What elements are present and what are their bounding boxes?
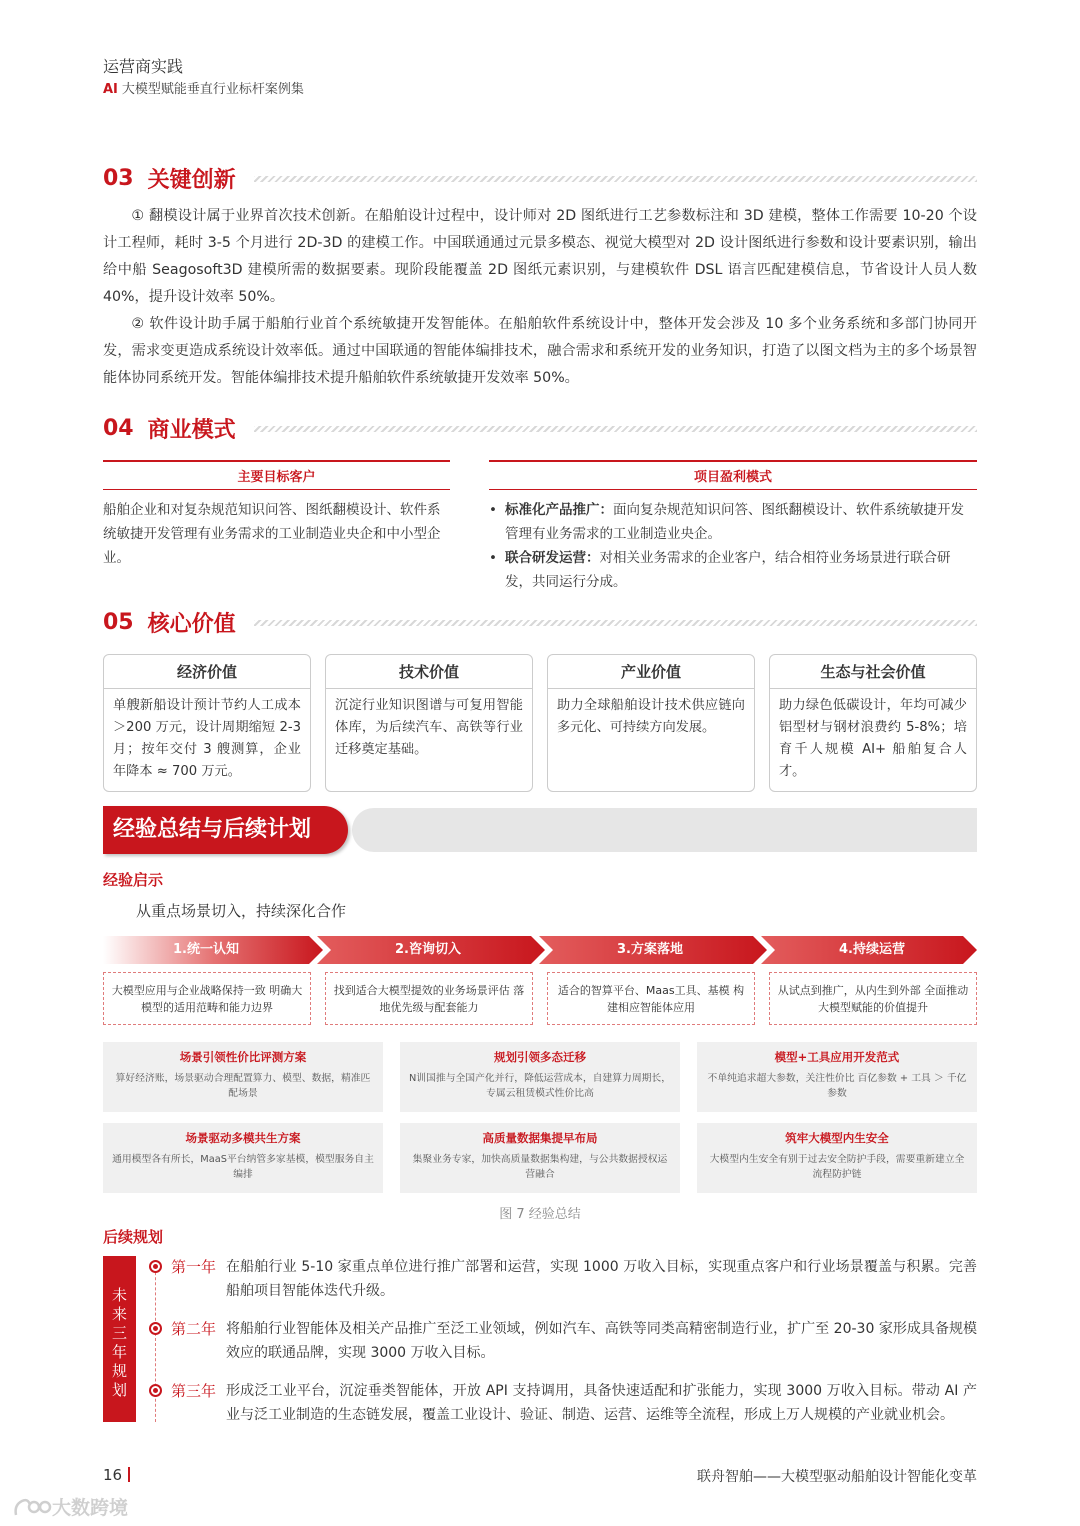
card-text: 沉淀行业知识图谱与可复用智能体库，为后续汽车、高铁等行业迁移奠定基础。: [335, 698, 523, 757]
timeline-line: [155, 1262, 156, 1422]
side-char: 规: [111, 1362, 127, 1380]
section-03-heading: [103, 163, 977, 194]
step-label: 2.咨询切入: [395, 942, 461, 957]
target-customers-column: [103, 460, 450, 570]
card-title: 经济价值: [104, 655, 310, 689]
step-description: 大模型应用与企业战略保持一致 明确大模型的适用范畴和能力边界: [103, 972, 311, 1025]
step-label: 4.持续运营: [839, 942, 905, 957]
card-title: 技术价值: [326, 655, 532, 689]
card-text: 通用模型各有所长，MaaS平台纳管多家基模，模型服务自主编排: [112, 1154, 374, 1180]
side-char: 未: [111, 1286, 127, 1304]
section-number: 03: [103, 166, 134, 191]
plan-year: 第一年: [171, 1258, 217, 1276]
timeline-dot-icon: [149, 1384, 162, 1397]
lead-text: 从重点场景切入，持续深化合作: [136, 902, 347, 920]
paragraph: ② 软件设计助手属于船舶行业首个系统敏捷开发智能体。在船舶软件系统设计中，整体开发会涉及 10 多个业务系统和多部门协同开发，需求变更造成系统设计效率低。通过中国联通的智能体编排技术，融合需求和系统开发的业务知识，打造了以图文档为主的多个场景智能体协同系统开发。智能体编排技术提升船舶软件系统敏捷开发效率 50%。: [103, 316, 977, 386]
section-number: 05: [103, 610, 134, 635]
card-text: 单艘新船设计预计节约人工成本＞200 万元，设计周期缩短 2-3 月；按年交付 3 艘测算，企业年降本 ≈ 700 万元。: [113, 698, 301, 779]
value-card-economic: [103, 654, 311, 792]
section-title: 商业模式: [147, 418, 236, 443]
plan-item: [171, 1317, 977, 1365]
footer-title: 联舟智舶——大模型驱动船舶设计智能化变革: [697, 1469, 977, 1485]
watermark: [12, 1493, 128, 1520]
card-text: 助力全球船舶设计技术供应链向多元化、可持续方向发展。: [557, 698, 745, 735]
timeline-dot-icon: [149, 1260, 162, 1273]
practice-card: [400, 1042, 680, 1112]
page-number-bar: [128, 1467, 130, 1482]
heading-rule: [254, 176, 977, 182]
section-title: 核心价值: [147, 612, 236, 637]
side-char: 年: [111, 1343, 127, 1361]
banner-background: [352, 808, 977, 852]
card-title: 模型+工具应用开发范式: [774, 1050, 900, 1064]
section-number: 04: [103, 416, 134, 441]
card-text: 大模型内生安全有别于过去安全防护手段，需要重新建立全流程防护链: [709, 1154, 965, 1180]
bullet-icon: •: [489, 502, 497, 518]
plan-side-label: [103, 1256, 136, 1422]
paragraph: ① 翻模设计属于业界首次技术创新。在船舶设计过程中，设计师对 2D 图纸进行工艺参数标注和 3D 建模，整体工作需要 10-20 个设计工程师，耗时 3-5 个月进行 2D-3D 的建模工作。中国联通通过元景多模态、视觉大模型对 2D 设计图纸进行参数和设计要素识别，输出给中船 Seagosoft3D 建模所需的数据要素。现阶段能覆盖 2D 图纸元素识别，与建模软件 DSL 语言匹配建模信息，节省设计人员人数 40%，提升设计效率 50%。: [103, 208, 977, 305]
section-04-heading: [103, 413, 977, 444]
card-title: 生态与社会价值: [770, 655, 976, 689]
list-item: [489, 498, 977, 546]
side-char: 划: [111, 1381, 127, 1399]
card-text: 不单纯追求超大参数，关注性价比 百亿参数 + 工具 ＞ 千亿参数: [707, 1073, 967, 1099]
card-title: 场景引领性价比评测方案: [179, 1050, 307, 1064]
card-title: 高质量数据集提早布局: [482, 1131, 598, 1145]
section-03-body: [103, 203, 977, 392]
running-header-subtitle: [103, 78, 304, 97]
subheading-insights: 经验启示: [103, 871, 164, 889]
page-number-text: 16: [103, 1466, 123, 1484]
column-heading: 主要目标客户: [103, 460, 450, 490]
practice-card: [697, 1123, 977, 1193]
plan-text: 将船舶行业智能体及相关产品推广至泛工业领域，例如汽车、高铁等同类高精密制造行业，扩广至 20-30 家形成具备规模效应的联通品牌，实现 3000 万收入目标。: [226, 1321, 977, 1361]
subheading-plan: 后续规划: [103, 1228, 164, 1246]
value-card-industry: [547, 654, 755, 792]
card-title: 规划引领多态迁移: [494, 1050, 586, 1064]
watermark-logo-icon: [12, 1495, 52, 1519]
figure-caption: 图 7 经验总结: [499, 1207, 581, 1222]
practice-card: [400, 1123, 680, 1193]
bullet-text: 面向复杂规范知识问答、图纸翻模设计、软件系统敏捷开发管理有业务需求的工业制造业央企。: [505, 502, 964, 542]
section-title: 关键创新: [147, 168, 236, 193]
section-05-heading: [103, 607, 977, 638]
card-title: 筑牢大模型内生安全: [785, 1131, 889, 1145]
value-card-technical: [325, 654, 533, 792]
list-item: [489, 546, 977, 594]
watermark-text: 大数跨境: [52, 1497, 129, 1519]
page-number: [103, 1466, 130, 1484]
profit-model-column: [489, 460, 977, 594]
bullet-label: 联合研发运营：: [505, 550, 600, 566]
card-text: 集聚业务专家，加快高质量数据集构建，与公共数据授权运营融合: [412, 1154, 668, 1180]
bullet-label: 标准化产品推广：: [505, 502, 613, 518]
ai-prefix: AI: [103, 82, 118, 97]
column-text: 船舶企业和对复杂规范知识问答、图纸翻模设计、软件系统敏捷开发管理有业务需求的工业制造业央企和中小型企业。: [103, 502, 441, 566]
card-text: 助力绿色低碳设计，年均可减少铝型材与钢材浪费约 5-8%；培育千人规模 AI+ 船舶复合人才。: [779, 698, 967, 779]
value-card-social: [769, 654, 977, 792]
heading-rule: [254, 426, 977, 432]
practice-card: [697, 1042, 977, 1112]
practice-card: [103, 1042, 383, 1112]
bullet-text: 对相关业务需求的企业客户，结合相符业务场景进行联合研发，共同运行分成。: [505, 550, 951, 590]
step-description: 适合的智算平台、Maas工具、基模 构建相应智能体应用: [547, 972, 755, 1025]
bullet-icon: •: [489, 550, 497, 566]
step-label: 1.统一认知: [173, 942, 239, 957]
timeline-dot-icon: [149, 1322, 162, 1335]
plan-text: 形成泛工业平台，沉淀垂类智能体，开放 API 支持调用，具备快速适配和扩张能力，实现 3000 万收入目标。带动 AI 产业与泛工业制造的生态链发展，覆盖工业设计、验证、制造、运营、运维等全流程，形成上万人规模的产业就业机会。: [226, 1383, 977, 1423]
heading-rule: [254, 620, 977, 626]
step-label: 3.方案落地: [617, 942, 683, 957]
summary-banner: 经验总结与后续计划: [103, 806, 348, 854]
card-text: N训国推与全国产化并行，降低运营成本，自建算力周期长，专属云租赁模式性价比高: [408, 1073, 672, 1099]
side-char: 三: [111, 1324, 127, 1342]
plan-text: 在船舶行业 5-10 家重点单位进行推广部署和运营，实现 1000 万收入目标，实现重点客户和行业场景覆盖与积累。完善船舶项目智能体迭代升级。: [226, 1259, 977, 1299]
running-header-title: 运营商实践: [103, 57, 184, 76]
side-char: 来: [111, 1305, 127, 1323]
subtitle-text: 大模型赋能垂直行业标杆案例集: [121, 82, 304, 97]
card-title: 产业价值: [548, 655, 754, 689]
step-description: 从试点到推广，从内生到外部 全面推动大模型赋能的价值提升: [769, 972, 977, 1025]
column-heading: 项目盈利模式: [489, 460, 977, 490]
practice-card: [103, 1123, 383, 1193]
card-text: 算好经济账，场景驱动合理配置算力、模型、数据，精准匹配场景: [115, 1073, 371, 1099]
step-description: 找到适合大模型提效的业务场景评估 落地优先级与配套能力: [325, 972, 533, 1025]
plan-item: [171, 1255, 977, 1303]
plan-year: 第二年: [171, 1320, 217, 1338]
plan-item: [171, 1379, 977, 1427]
plan-year: 第三年: [171, 1382, 217, 1400]
card-title: 场景驱动多模共生方案: [185, 1131, 301, 1145]
